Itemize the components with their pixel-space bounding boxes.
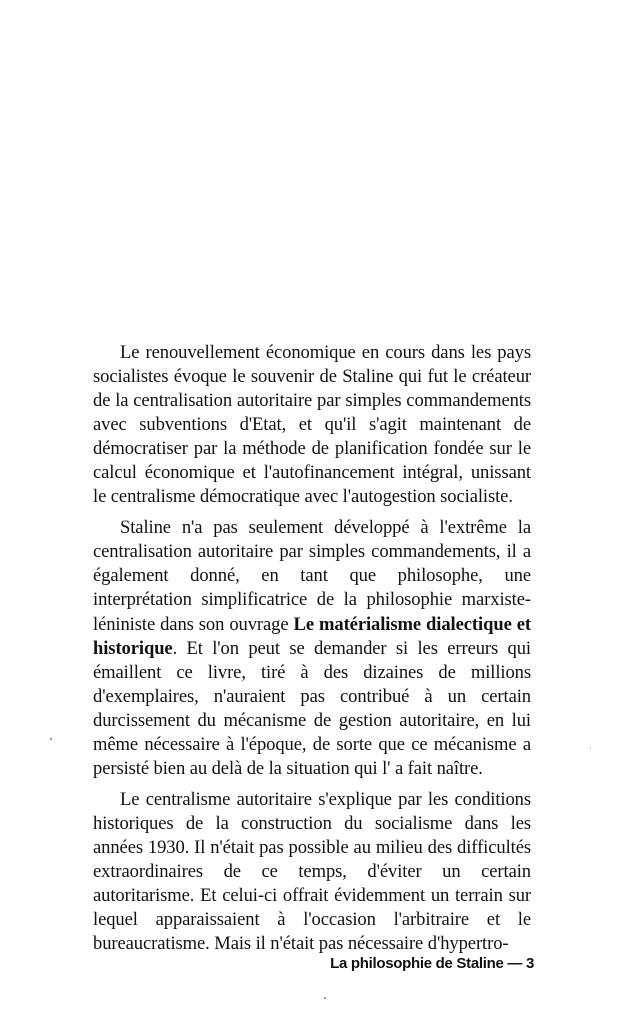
paragraph-2 [93,516,531,781]
paragraph-2-text-start: Staline n'a pas seulement développé à l'extrême la centralisation autoritaire par simples commandements, il a également donné, en tant que philosophe, une interprétation simplificatrice de la philosophie marxiste-léniniste dans son ouvrage [93,517,531,635]
book-title: Le matérialisme dialectique et historique [93,613,531,659]
paragraph-1: Le renouvellement économique en cours dans les pays socialistes évoque le souvenir de Staline qui fut le créateur de la centralisation autoritaire par simples commandements avec subventions d'Etat, et qu'il s'agit maintenant de démocratiser par la méthode de planification fondée sur le calcul économique et l'autofinancement intégral, unissant le centralisme démocratique avec l'autogestion socialiste. [93,342,531,508]
paragraph-2-text-end: . Et l'on peut se demander si les erreurs qui émaillent ce livre, tiré à des dizaines de millions d'exemplaires, n'auraient pas contribué à un certain durcissement du mécanisme de gestion autoritaire, en lui même nécessaire à l'époque, de sorte que ce mécanisme a persisté bien au delà de la situation qui l' a fait naître. [93,637,531,779]
scan-speck [50,738,52,740]
scan-speck [324,997,326,999]
running-footer: La philosophie de Staline — 3 [330,955,534,972]
scan-speck [590,748,591,749]
body-text [93,341,531,963]
paragraph-3: Le centralisme autoritaire s'explique par les conditions historiques de la construction du socialisme dans les années 1930. Il n'était pas possible au milieu des difficultés extraordinaires de ce temps, d'éviter un certain autoritarisme. Et celui-ci offrait évidemment un terrain sur lequel apparaissaient à l'occasion l'arbitraire et le bureaucratisme. Mais il n'était pas nécessaire d'hypertro- [93,788,531,955]
